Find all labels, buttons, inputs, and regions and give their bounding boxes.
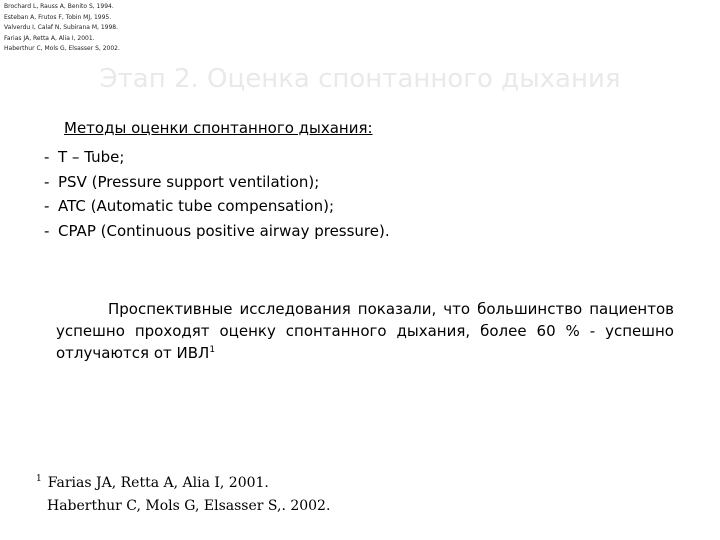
top-reference-5: Haberthur C, Mols G, Elsasser S, 2002. — [4, 45, 120, 52]
list-item — [44, 219, 390, 244]
top-reference-3: Valverdu I, Calaf N, Subirana M, 1998. — [4, 24, 119, 31]
list-dash: - — [44, 172, 50, 191]
method-atc: ATC (Automatic tube compensation); — [58, 197, 335, 215]
list-dash: - — [44, 148, 50, 166]
study-paragraph — [56, 298, 674, 364]
footnote — [36, 472, 330, 518]
list-dash: - — [44, 221, 50, 240]
top-reference-4: Farias JA, Retta A, Alia I, 2001. — [4, 34, 95, 42]
method-t-tube: T – Tube; — [58, 148, 125, 166]
method-psv: PSV (Pressure support ventilation); — [58, 172, 320, 191]
footnote-line-1: Farias JA, Retta A, Alia I, 2001. — [47, 475, 269, 491]
paragraph-footnote-ref: 1 — [209, 345, 216, 355]
top-reference-2: Esteban A, Frutos F, Tobin MJ, 1995. — [4, 13, 112, 21]
paragraph-text: Проспективные исследования показали, что большинство пациентов успешно проходят оценку спонтанного дыхания, более 60 % - успешно отлучаются от ИВЛ — [56, 300, 674, 362]
list-item — [44, 194, 390, 219]
methods-list — [44, 145, 390, 243]
top-references — [4, 2, 120, 55]
methods-heading: Методы оценки спонтанного дыхания: — [64, 119, 373, 137]
top-reference-1: Brochard L, Rauss A, Benito S, 1994. — [4, 3, 114, 10]
slide-title: Этап 2. Оценка спонтанного дыхания — [99, 64, 621, 94]
footnote-marker: 1 — [36, 474, 42, 485]
list-dash: - — [44, 197, 50, 215]
footnote-line-2: Haberthur C, Mols G, Elsasser S,. 2002. — [47, 498, 331, 514]
method-cpap: CPAP (Continuous positive airway pressure). — [58, 221, 390, 240]
list-item — [44, 170, 390, 195]
list-item — [44, 145, 390, 170]
